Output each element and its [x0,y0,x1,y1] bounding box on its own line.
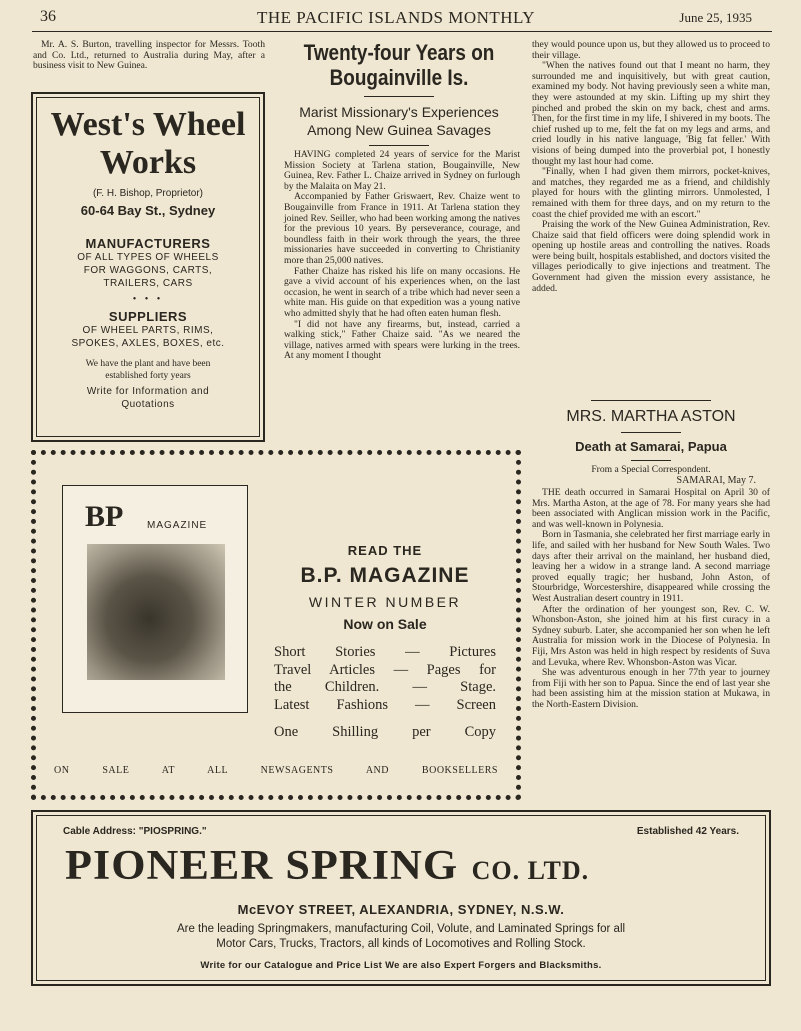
cable-address: Cable Address: "PIOSPRING." [63,826,207,837]
paragraph: "I did not have any firearms, but, instead, carried a walking stick," Father Chaize said. "As we neared the village, natives armed with spears were lurking in the trees. At any moment I thought [284,318,520,362]
paragraph: After the ordination of her youngest son, Rev. C. W. Whonsbon-Aston, she joined him at his first curacy in a Sydney suburb. Later, she accompanied her son when he left Australia for mission work in the Diocese of Polynesia. In Fiji, Mrs Aston was held in high respect by residents of Suva and Levuka, where Rev. Whonsbon-Aston was Vicar. [532,603,770,668]
ad-line: Motor Cars, Trucks, Tractors, all kinds of Locomotives and Rolling Stock. [216,938,586,950]
paragraph: Born in Tasmania, she celebrated her first marriage early in life, and sailed with her husband for New South Wales. Two days after their arrival on the mainland, her husband died, leaving her a widow in a strange land. A second marriage proved equally tragic; her husband, John Aston, of Stourbridge, Worcestershire, disappeared while crossing the West Australian desert country in 1911. [532,529,770,604]
ad-winter: WINTER NUMBER [308,594,462,610]
dateline: SAMARAI, May 7. [676,475,756,486]
ad-address: 60-64 Bay St., Sydney [80,203,216,218]
paragraph: THE death occurred in Samarai Hospital on April 30 of Mrs. Martha Aston, at the age of 78. For many years she had been associated with Anglican mission work in the Pacific, and was well-known in Polynesia. [532,487,770,530]
ad-list-line: the Children. — Stage. [274,679,496,695]
magazine-cover-image [62,485,248,713]
ad-manu-line: TRAILERS, CARS [103,278,193,289]
page-number: 36 [40,8,56,25]
paragraph: HAVING completed 24 years of service for the Marist Mission Society at Tarlena station, Bougainville, New Guinea, Rev. Father L. Chaize arrived in Sydney on furlough by the Malaita on May 21. [284,149,520,192]
cover-picture [87,544,225,680]
ad-proprietor: (F. H. Bishop, Proprietor) [92,188,204,199]
company-name: PIONEER SPRING [65,843,459,889]
headline-rule [364,96,434,97]
issue-date: June 25, 1935 [679,10,752,25]
company-name-row [65,842,745,890]
cover-magazine: MAGAZINE [147,520,208,531]
ad-supp-line: SPOKES, AXLES, BOXES, etc. [71,338,225,349]
subheadline: Marist Missionary's Experiences [299,104,499,120]
ad-list-line: Latest Fashions — Screen [274,696,496,713]
ad-manu-line: FOR WAGGONS, CARTS, [83,265,213,276]
header-rule [32,31,772,32]
subhead-rule [631,460,671,461]
street-address: McEVOY STREET, ALEXANDRIA, SYDNEY, N.S.W. [237,902,565,917]
ad-footer: ON SALE AT ALL NEWSAGENTS AND BOOKSELLERS [54,765,498,776]
bp-magazine-ad [31,450,521,800]
ad-list [274,644,496,714]
subheadline: Death at Samarai, Papua [575,439,727,454]
ad-manufacturers: MANUFACTURERS [85,236,211,251]
ad-manu-line: OF ALL TYPES OF WHEELS [77,252,219,263]
paragraph: Father Chaize has risked his life on many occasions. He gave a vivid account of his experiences when, on the last occasion, he went in search of a tribe which had never seen a white man. His guide on that expedition was a young native who admitted shyly that he had often eaten human flesh. [284,265,520,319]
byline: From a Special Correspondent. [591,464,711,475]
paragraph: Accompanied by Father Griswaert, Rev. Chaize went to Bougainville from France in 1911. At Tarlena station they joined Rev. Seiller, who had been working among the natives for the previous 10 years. By perseverance, courage, and boundless faith in their work through the years, the three missionaries have succeeded in converting to Christianity more than 25,000 natives. [284,191,520,266]
headline: MRS. MARTHA ASTON [566,408,736,425]
ad-description [37,922,765,952]
paragraph: "Finally, when I had given them mirrors, pocket-knives, and matches, they regarded me as a friend, and childishly played for hours with the glinting mirrors. Unmolested, I remained with them for three days, and on my return to the coast the chief provided me with an escort." [532,166,770,220]
burton-note: Mr. A. S. Burton, travelling inspector for Messrs. Tooth and Co. Ltd., returned to Australia during May, after a business visit to New Guinea. [33,39,265,72]
article-divider [591,400,711,401]
article1-head [278,40,520,146]
ad-suppliers: SUPPLIERS [108,309,188,324]
paragraph: "When the natives found out that I meant no harm, they surrounded me and inquisitively, but with great caution, examined my body. Not having previously seen a white man, they were astounded at my skin. Lifting up my shirt they pinched and probed the skin on my back, chest and arms. Then, for the first time in my life, I shivered in my boots. The chief rushed up to me, felt the fat on my legs and arms, and cried loudly in his native language, 'Big fat feller.' With visions of being dumped into the proverbial pot, I honestly thought my last hour had come. [532,60,770,167]
established: Established 42 Years. [636,826,739,837]
article2-body [532,488,770,710]
ad-plant-line: We have the plant and have been [85,359,211,369]
ad-dots: • • • [132,294,164,305]
ad-line: Are the leading Springmakers, manufacturing Coil, Volute, and Laminated Springs for all [176,923,626,935]
ad-list-line: Short Stories — Pictures [274,644,496,660]
article2-head [532,400,770,487]
page-header [40,8,752,30]
pioneer-spring-ad [31,810,771,986]
ad-write-line: Quotations [121,399,175,410]
ad-title-line1: West's Wheel [50,106,246,143]
subhead-rule [369,145,429,146]
ad-write: Write for our Catalogue and Price List We are also Expert Forgers and Blacksmiths. [200,960,602,971]
bp-ad-text [274,543,496,741]
ad-title: B.P. MAGAZINE [300,564,470,587]
paragraph: She was adventurous enough in her 77th year to journey from Fiji with her son to Papua. Since the end of last year she had been assisting him at the mission station at Mukawa, in the North-Eastern Division. [532,667,770,710]
ad-read: READ THE [347,543,423,558]
headline-rule [621,432,681,433]
cover-title: BP [85,500,124,533]
paragraph: Praising the work of the New Guinea Administration, Rev. Chaize said that field officers were doing splendid work in opening up hostile areas and controlling the natives. Roads were being built, hospitals established, and doctors visited the villages periodically to give injections and treatment. The Government had given the mission every assistance, he added. [532,219,770,294]
ad-now: Now on Sale [343,616,427,632]
headline: Twenty-four Years on [303,40,495,65]
article1-column2 [532,40,770,294]
paragraph: they would pounce upon us, but they allowed us to proceed to their village. [532,39,770,61]
ad-title-line2: Works [99,144,197,181]
ad-plant-line: established forty years [105,371,191,381]
ad-supp-line: OF WHEEL PARTS, RIMS, [82,325,214,336]
ad-price: One Shilling per Copy [274,724,496,740]
ad-write-line: Write for Information and [86,386,210,397]
headline: Bougainville Is. [329,65,469,90]
publication-title: THE PACIFIC ISLANDS MONTHLY [257,8,535,27]
company-suffix: CO. LTD. [471,856,590,885]
subheadline: Among New Guinea Savages [307,122,491,138]
wests-wheel-ad [31,92,265,442]
ad-list-line: Travel Articles — Pages for [274,661,496,678]
article1-column1 [284,150,520,362]
